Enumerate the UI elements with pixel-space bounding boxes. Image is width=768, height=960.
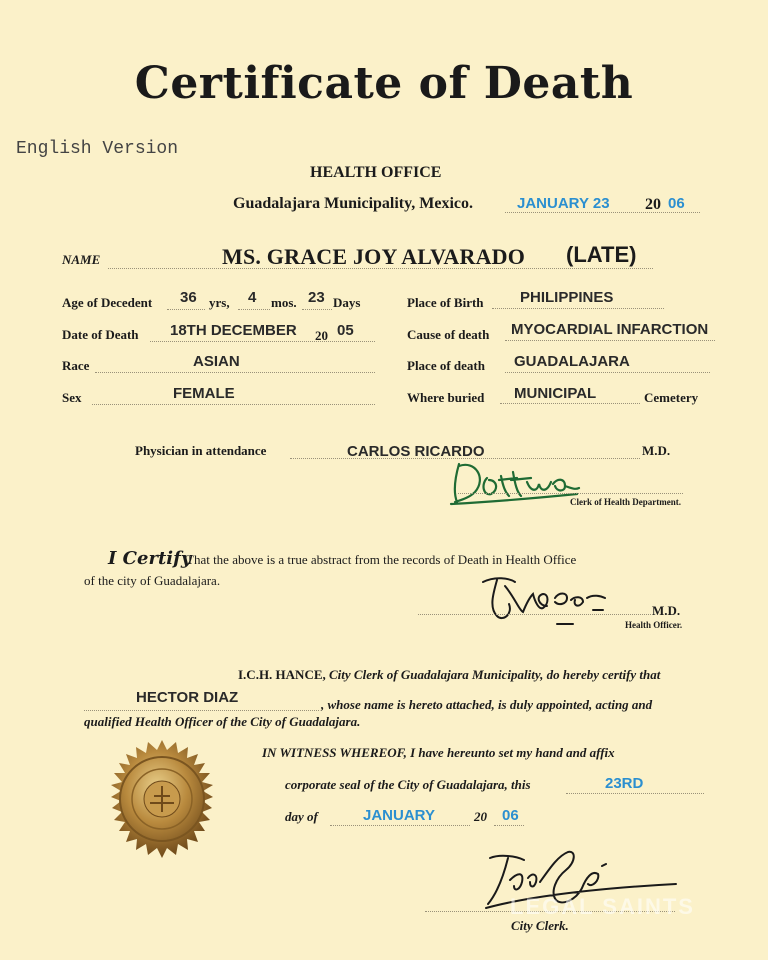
race-label: Race — [62, 358, 90, 373]
clerk-title-text: City Clerk of Guadalajara Municipality, do hereby certify that — [329, 667, 661, 682]
name-suffix: (LATE) — [566, 242, 637, 267]
days-label: Days — [333, 295, 361, 310]
month-line — [330, 825, 470, 826]
health-officer-caption: Health Officer. — [625, 620, 683, 630]
dod-century: 20 — [315, 328, 328, 343]
version-label: English Version — [16, 139, 179, 159]
physician-name: CARLOS RICARDO — [347, 443, 485, 460]
race-value: ASIAN — [193, 353, 240, 370]
officer-name-line — [84, 710, 319, 711]
clerk-prefix: I.C.H. HANCE, — [238, 667, 326, 682]
sex-label: Sex — [62, 390, 82, 405]
issue-century: 20 — [645, 196, 661, 213]
yrs-label: yrs, — [209, 295, 230, 310]
pob-value: PHILIPPINES — [520, 289, 614, 306]
cause-line — [505, 340, 715, 341]
pod-value: GUADALAJARA — [514, 353, 630, 370]
age-years: 36 — [180, 289, 197, 306]
pod-label: Place of death — [407, 358, 485, 373]
office-heading: HEALTH OFFICE — [310, 164, 442, 181]
witness-month: JANUARY — [363, 807, 435, 824]
witness-year: 06 — [502, 807, 519, 824]
certify-text-1: That the above is a true abstract from the records of Death in Health Office — [186, 552, 577, 567]
health-dept-signature — [447, 458, 587, 508]
physician-label: Physician in attendance — [135, 443, 267, 458]
age-label: Age of Decedent — [62, 295, 153, 310]
dod-value: 18TH DECEMBER — [170, 322, 297, 339]
day-value-line — [566, 793, 704, 794]
certify-text-2: of the city of Guadalajara. — [84, 573, 221, 588]
officer-name: HECTOR DIAZ — [136, 689, 239, 706]
health-officer-signature — [475, 568, 625, 628]
buried-value: MUNICIPAL — [514, 385, 597, 402]
race-line — [95, 372, 375, 373]
certificate-title: Certificate of Death — [134, 58, 634, 109]
age-months-line — [238, 309, 270, 310]
dod-label: Date of Death — [62, 327, 139, 342]
office-location: Guadalajara Municipality, Mexico. — [233, 195, 473, 212]
date-line — [505, 212, 700, 213]
age-days: 23 — [308, 289, 325, 306]
pod-line — [505, 372, 710, 373]
day-of-label: day of — [285, 809, 318, 824]
issue-year: 06 — [668, 195, 685, 212]
cemetery-label: Cemetery — [644, 390, 699, 405]
cause-label: Cause of death — [407, 327, 490, 342]
health-officer-line — [418, 614, 651, 615]
year-line — [494, 825, 524, 826]
sex-line — [92, 404, 375, 405]
seal-line: corporate seal of the City of Guadalajara, this — [285, 777, 531, 792]
certify-lead: I Certify — [108, 548, 192, 569]
sex-value: FEMALE — [173, 385, 235, 402]
decedent-name: MS. GRACE JOY ALVARADO — [222, 244, 526, 269]
clerk-health-caption: Clerk of Health Department. — [570, 497, 681, 507]
witness-century: 20 — [474, 809, 487, 824]
clerk-statement-line-1 — [238, 667, 660, 683]
age-years-line — [167, 309, 205, 310]
issue-date: JANUARY 23 — [517, 195, 610, 212]
clerk-statement-line-2: , whose name is hereto attached, is duly appointed, acting and — [321, 697, 653, 712]
age-months: 4 — [248, 289, 257, 306]
name-label: NAME — [62, 252, 101, 267]
city-clerk-caption: City Clerk. — [511, 918, 569, 933]
watermark: LEGAL SAINTS — [510, 894, 695, 919]
buried-line — [500, 403, 640, 404]
pob-label: Place of Birth — [407, 295, 484, 310]
mos-label: mos. — [271, 295, 297, 310]
clerk-health-line — [458, 493, 683, 494]
clerk-statement-line-3: qualified Health Officer of the City of Guadalajara. — [84, 714, 361, 729]
witness-line: IN WITNESS WHEREOF, I have hereunto set my hand and affix — [262, 745, 615, 760]
physician-md: M.D. — [642, 443, 671, 458]
witness-day: 23RD — [605, 775, 644, 792]
cause-value: MYOCARDIAL INFARCTION — [511, 321, 709, 338]
age-days-line — [302, 309, 332, 310]
dod-line — [150, 341, 375, 342]
buried-label: Where buried — [407, 390, 485, 405]
dod-year: 05 — [337, 322, 354, 339]
pob-line — [492, 308, 664, 309]
city-seal — [92, 728, 232, 868]
certify-md: M.D. — [652, 603, 681, 618]
